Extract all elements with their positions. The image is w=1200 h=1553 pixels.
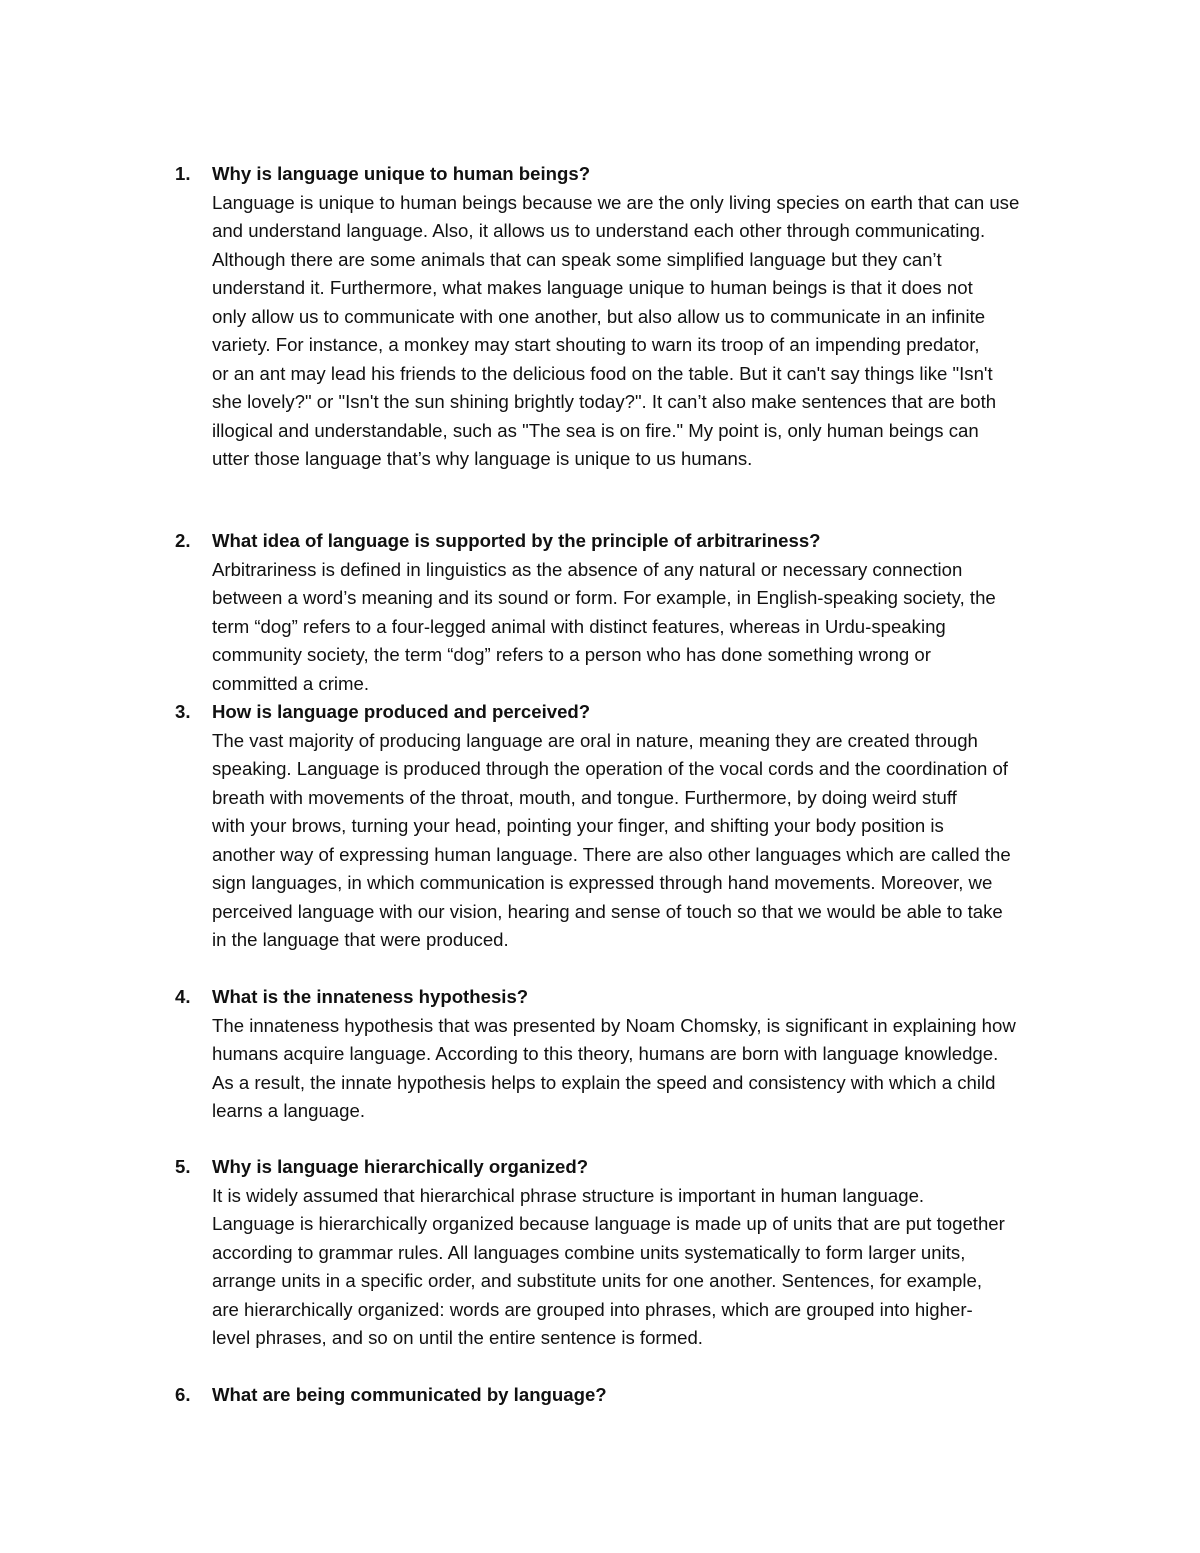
question-text: Why is language hierarchically organized? xyxy=(212,1156,589,1177)
answer-line: learns a language. xyxy=(212,1100,365,1121)
answer-line: Although there are some animals that can speak some simplified language but they can’t xyxy=(212,248,942,270)
answer-line: Arbitrariness is defined in linguistics as the absence of any natural or necessary connection xyxy=(212,558,963,580)
question-number: 5. xyxy=(175,1156,191,1177)
answer-line: and understand language. Also, it allows us to understand each other through communicating. xyxy=(212,220,986,241)
answer-line: she lovely?" or "Isn't the sun shining brightly today?". It can’t also make sentences that are both xyxy=(212,391,997,412)
answer-line: only allow us to communicate with one another, but also allow us to communicate in an infinite xyxy=(212,305,986,327)
question-1 xyxy=(175,160,1075,474)
question-number: 3. xyxy=(175,701,191,722)
question-5 xyxy=(175,1153,1075,1353)
answer-line: another way of expressing human language. There are also other languages which are called the xyxy=(212,843,1011,865)
answer-line: utter those language that’s why language is unique to us humans. xyxy=(212,448,753,469)
answer-line: community society, the term “dog” refers to a person who has done something wrong or xyxy=(212,644,931,665)
answer-line: Language is hierarchically organized because language is made up of units that are put together xyxy=(212,1213,1005,1234)
question-4 xyxy=(175,983,1075,1126)
question-6 xyxy=(175,1381,1075,1410)
answer-line: illogical and understandable, such as "The sea is on fire." My point is, only human beings can xyxy=(212,419,979,441)
answer-1 xyxy=(212,189,1074,474)
question-number: 2. xyxy=(175,530,191,551)
question-3-heading xyxy=(175,698,1075,727)
question-number: 4. xyxy=(175,986,191,1007)
answer-line: variety. For instance, a monkey may start shouting to warn its troop of an impending predator, xyxy=(212,334,980,355)
answer-line: in the language that were produced. xyxy=(212,929,509,950)
question-6-heading xyxy=(175,1381,1075,1410)
answer-line: The vast majority of producing language are oral in nature, meaning they are created through xyxy=(212,729,978,751)
answer-3 xyxy=(212,727,1074,955)
question-2-heading xyxy=(175,527,1075,556)
answer-line: sign languages, in which communication is expressed through hand movements. Moreover, we xyxy=(212,872,993,893)
question-text: What are being communicated by language? xyxy=(212,1384,607,1405)
answer-line: between a word’s meaning and its sound or form. For example, in English-speaking society, the xyxy=(212,587,996,608)
answer-line: The innateness hypothesis that was presented by Noam Chomsky, is significant in explaining how xyxy=(212,1014,1016,1036)
answer-line: or an ant may lead his friends to the delicious food on the table. But it can't say things like "Isn't xyxy=(212,362,993,384)
question-5-heading xyxy=(175,1153,1075,1182)
answer-line: arrange units in a specific order, and substitute units for one another. Sentences, for example, xyxy=(212,1270,983,1291)
question-text: What idea of language is supported by the principle of arbitrariness? xyxy=(212,530,821,551)
question-4-heading xyxy=(175,983,1075,1012)
question-number: 1. xyxy=(175,163,191,184)
answer-line: perceived language with our vision, hearing and sense of touch so that we would be able to take xyxy=(212,900,1003,922)
answer-line: It is widely assumed that hierarchical phrase structure is important in human language. xyxy=(212,1184,925,1206)
answer-line: speaking. Language is produced through the operation of the vocal cords and the coordination of xyxy=(212,758,1008,779)
answer-line: humans acquire language. According to this theory, humans are born with language knowledge. xyxy=(212,1043,999,1064)
question-number: 6. xyxy=(175,1384,191,1405)
answer-line: As a result, the innate hypothesis helps to explain the speed and consistency with which a child xyxy=(212,1071,996,1093)
answer-line: Language is unique to human beings because we are the only living species on earth that can use xyxy=(212,191,1020,213)
question-1-heading xyxy=(175,160,1075,189)
answer-4 xyxy=(212,1012,1074,1126)
question-text: What is the innateness hypothesis? xyxy=(212,986,529,1007)
answer-line: level phrases, and so on until the entire sentence is formed. xyxy=(212,1327,703,1348)
answer-line: committed a crime. xyxy=(212,672,370,694)
answer-2 xyxy=(212,556,1074,699)
answer-line: breath with movements of the throat, mouth, and tongue. Furthermore, by doing weird stuff xyxy=(212,786,957,808)
answer-5 xyxy=(212,1182,1074,1353)
question-2 xyxy=(175,527,1075,698)
question-text: Why is language unique to human beings? xyxy=(212,163,591,184)
question-3 xyxy=(175,698,1075,955)
answer-line: according to grammar rules. All languages combine units systematically to form larger units, xyxy=(212,1241,966,1263)
answer-line: are hierarchically organized: words are grouped into phrases, which are grouped into higher- xyxy=(212,1298,973,1320)
question-text: How is language produced and perceived? xyxy=(212,701,591,722)
answer-line: understand it. Furthermore, what makes language unique to human beings is that it does not xyxy=(212,277,973,298)
answer-line: term “dog” refers to a four-legged animal with distinct features, whereas in Urdu-speaking xyxy=(212,615,946,637)
answer-line: with your brows, turning your head, pointing your finger, and shifting your body position is xyxy=(212,815,944,836)
